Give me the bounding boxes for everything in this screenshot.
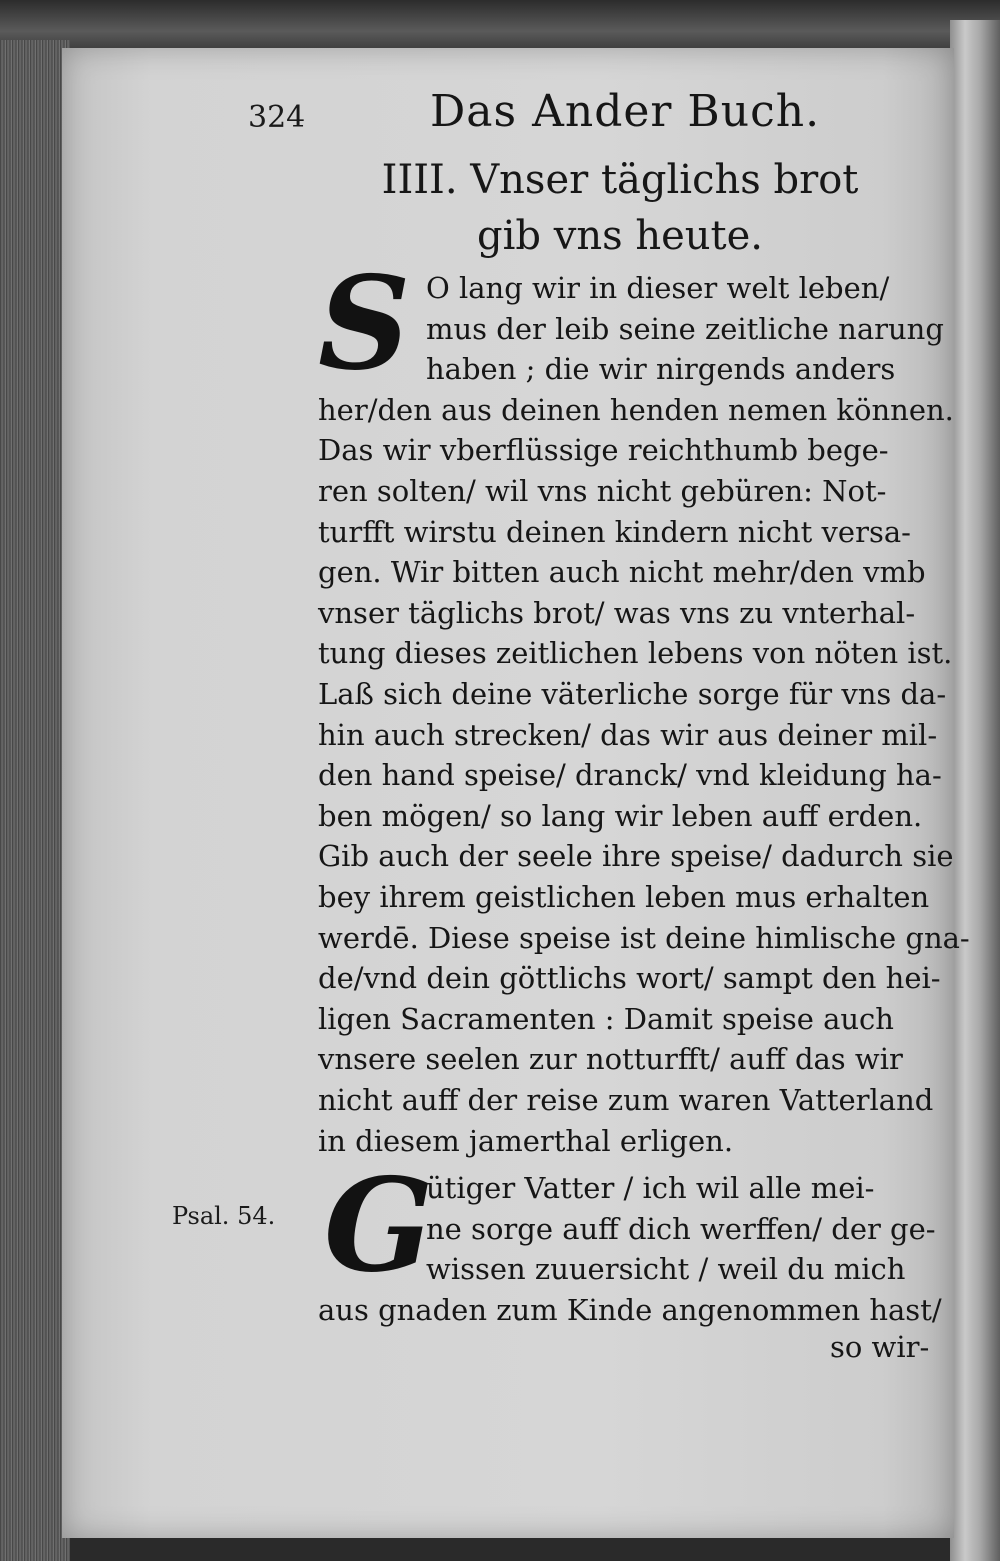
text-line: in diesem jamerthal erligen. xyxy=(318,1123,734,1158)
text-line: her/den aus deinen henden nemen können. xyxy=(318,392,954,427)
text-line: ne sorge auff dich werffen/ der ge- xyxy=(426,1211,936,1246)
section-title-line: IIII. Vnser täglichs brot xyxy=(381,157,859,203)
text-line: mus der leib seine zeitliche narung xyxy=(426,311,944,346)
text-line: vnsere seelen zur notturfft/ auff das wir xyxy=(318,1042,903,1077)
text-line: O lang wir in dieser welt leben/ xyxy=(426,271,890,305)
text-line: hin auch strecken/ das wir aus deiner mil- xyxy=(318,717,938,752)
text-line: turfft wirstu deinen kindern nicht versa- xyxy=(318,514,911,549)
text-line: vnser täglichs brot/ was vns zu vnterhal- xyxy=(318,595,916,630)
margin-reference: Psal. 54. xyxy=(172,1202,276,1230)
text-line: bey ihrem geistlichen leben mus erhalten xyxy=(318,880,930,914)
book-top-edge xyxy=(0,0,1000,52)
text-line: aus gnaden zum Kinde angenommen hast/ xyxy=(318,1292,942,1327)
text-line: ligen Sacramenten : Damit speise auch xyxy=(318,1001,894,1036)
text-line: Das wir vberflüssige reichthumb bege- xyxy=(318,433,889,468)
text-line: tung dieses zeitlichen lebens von nöten ist. xyxy=(318,636,953,671)
book-page-edges-left xyxy=(0,40,70,1561)
catchword: so wir- xyxy=(830,1330,930,1364)
text-line: wissen zuuersicht / weil du mich xyxy=(426,1252,906,1287)
text-line: ben mögen/ so lang wir leben auff erden. xyxy=(318,798,923,833)
book-page-edges-right xyxy=(950,20,1000,1561)
text-line: ütiger Vatter / ich wil alle mei- xyxy=(426,1171,875,1205)
drop-cap-initial: S xyxy=(318,249,411,399)
running-head: Das Ander Buch. xyxy=(430,86,821,137)
text-line: haben ; die wir nirgends anders xyxy=(426,352,896,387)
section-title-line: gib vns heute. xyxy=(477,213,763,259)
section-title xyxy=(370,152,870,264)
text-line: den hand speise/ dranck/ vnd kleidung ha- xyxy=(318,758,942,793)
page-number: 324 xyxy=(248,100,306,135)
drop-cap-initial: G xyxy=(324,1151,434,1301)
text-line: werdē. Diese speise ist deine himlische gna- xyxy=(318,920,970,955)
text-line: nicht auff der reise zum waren Vatterland xyxy=(318,1083,934,1117)
text-line: Gib auch der seele ihre speise/ dadurch sie xyxy=(318,839,954,874)
text-line: Laß sich deine väterliche sorge für vns da- xyxy=(318,677,947,711)
text-line: ren solten/ wil vns nicht gebüren: Not- xyxy=(318,474,887,508)
text-line: de/vnd dein göttlichs wort/ sampt den hei- xyxy=(318,961,941,996)
text-line: gen. Wir bitten auch nicht mehr/den vmb xyxy=(318,555,926,590)
